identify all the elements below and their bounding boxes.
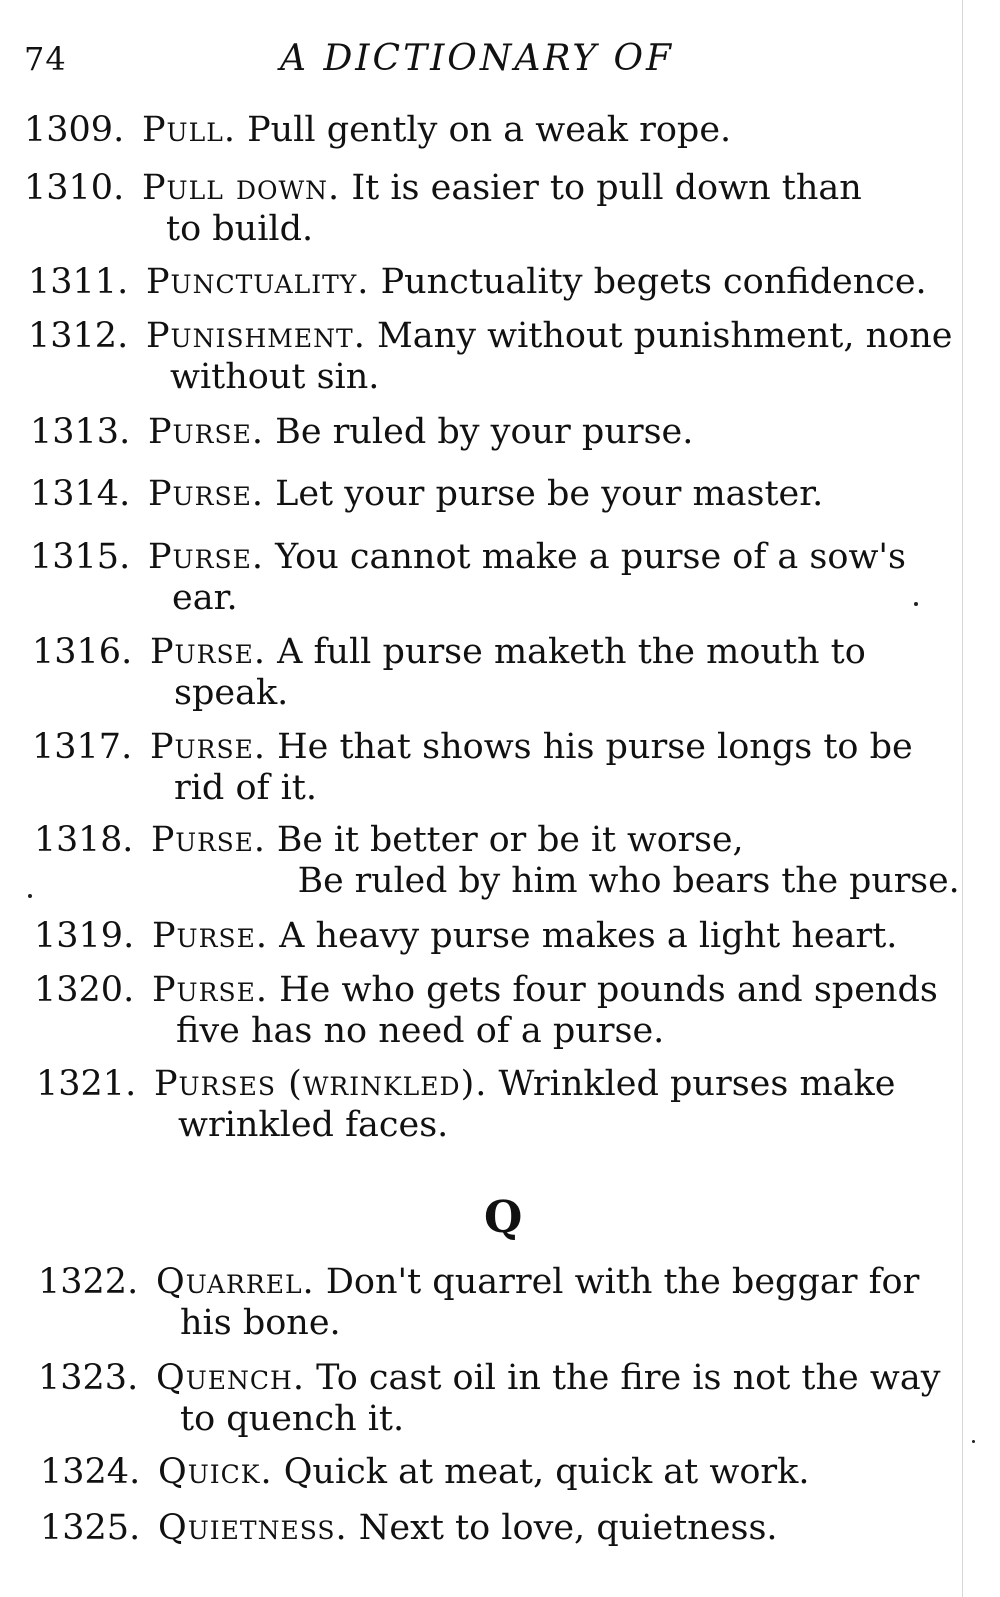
entry-continuation: Be ruled by him who bears the purse. bbox=[297, 861, 960, 901]
entry-number: 1322. bbox=[38, 1262, 139, 1302]
entry-keyword: Quick. bbox=[158, 1452, 273, 1492]
dictionary-entry bbox=[30, 474, 823, 515]
entry-keyword: Purse. bbox=[148, 537, 264, 577]
entry-continuation: five has no need of a purse. bbox=[176, 1011, 665, 1051]
dictionary-entry bbox=[32, 727, 913, 809]
dictionary-entry bbox=[34, 970, 938, 1052]
dictionary-entry bbox=[28, 316, 953, 398]
dictionary-entry bbox=[40, 1452, 809, 1493]
entry-continuation: his bone. bbox=[180, 1303, 341, 1343]
entry-keyword: Quarrel. bbox=[156, 1262, 315, 1302]
entry-keyword: Purses (wrinkled). bbox=[154, 1064, 488, 1104]
entry-text: He that shows his purse longs to be bbox=[277, 727, 913, 767]
dictionary-entry bbox=[28, 262, 927, 303]
entry-keyword: Punishment. bbox=[146, 316, 366, 356]
dictionary-entry bbox=[38, 1262, 919, 1344]
entry-number: 1324. bbox=[40, 1452, 141, 1492]
entry-text: Wrinkled purses make bbox=[498, 1064, 896, 1104]
page-edge-line bbox=[962, 0, 963, 1597]
section-heading-letter: Q bbox=[484, 1192, 523, 1243]
entry-continuation: ear. bbox=[172, 578, 238, 618]
entry-number: 1317. bbox=[32, 727, 133, 767]
entry-number: 1313. bbox=[30, 412, 131, 452]
entry-text: It is easier to pull down than bbox=[351, 168, 862, 208]
entry-number: 1315. bbox=[30, 537, 131, 577]
entry-text: Pull gently on a weak rope. bbox=[247, 110, 732, 150]
entry-number: 1310. bbox=[24, 168, 125, 208]
entry-text: To cast oil in the fire is not the way bbox=[316, 1358, 941, 1398]
entry-keyword: Quietness. bbox=[158, 1508, 348, 1548]
entry-number: 1314. bbox=[30, 474, 131, 514]
entry-continuation: rid of it. bbox=[174, 768, 317, 808]
entry-number: 1318. bbox=[34, 820, 134, 860]
entry-keyword: Purse. bbox=[150, 820, 266, 860]
entry-keyword: Purse. bbox=[150, 727, 266, 767]
print-speck bbox=[972, 1440, 975, 1443]
entry-text: Be ruled by your purse. bbox=[275, 412, 694, 452]
page-number: 74 bbox=[24, 40, 67, 78]
running-title: A DICTIONARY OF bbox=[280, 38, 675, 79]
entry-keyword: Pull. bbox=[142, 110, 236, 150]
dictionary-entry bbox=[38, 1358, 940, 1440]
entry-number: 1312. bbox=[28, 316, 129, 356]
entry-continuation: wrinkled faces. bbox=[178, 1105, 449, 1145]
entry-number: 1325. bbox=[40, 1508, 141, 1548]
entry-text: A heavy purse makes a light heart. bbox=[279, 916, 898, 956]
entry-continuation: speak. bbox=[174, 673, 289, 713]
entry-text: Next to love, quietness. bbox=[358, 1508, 778, 1548]
entry-number: 1311. bbox=[28, 262, 129, 302]
dictionary-entry bbox=[36, 1064, 895, 1146]
dictionary-entry bbox=[34, 916, 897, 957]
dictionary-entry bbox=[30, 537, 906, 619]
dictionary-entry bbox=[40, 1508, 778, 1549]
entry-keyword: Pull down. bbox=[142, 168, 341, 208]
entry-keyword: Quench. bbox=[156, 1358, 305, 1398]
print-speck bbox=[914, 602, 918, 606]
entry-text: A full purse maketh the mouth to bbox=[277, 632, 866, 672]
entry-keyword: Purse. bbox=[148, 474, 264, 514]
dictionary-entry bbox=[34, 820, 960, 902]
entry-number: 1323. bbox=[38, 1358, 139, 1398]
entry-keyword: Purse. bbox=[148, 412, 264, 452]
entry-keyword: Purse. bbox=[152, 916, 268, 956]
entry-continuation: to build. bbox=[166, 209, 314, 249]
entry-number: 1320. bbox=[34, 970, 135, 1010]
entry-number: 1309. bbox=[24, 110, 125, 150]
entry-text: Let your purse be your master. bbox=[275, 474, 824, 514]
dictionary-entry bbox=[24, 110, 731, 151]
entry-keyword: Purse. bbox=[152, 970, 268, 1010]
dictionary-entry bbox=[24, 168, 862, 250]
entry-number: 1319. bbox=[34, 916, 135, 956]
entry-text: He who gets four pounds and spends bbox=[279, 970, 938, 1010]
entry-text: Many without punishment, none bbox=[376, 316, 953, 356]
entry-continuation: to quench it. bbox=[180, 1399, 405, 1439]
entry-keyword: Purse. bbox=[150, 632, 266, 672]
entry-text: Quick at meat, quick at work. bbox=[283, 1452, 810, 1492]
entry-number: 1321. bbox=[36, 1064, 137, 1104]
entry-text: Punctuality begets confidence. bbox=[380, 262, 927, 302]
entry-keyword: Punctuality. bbox=[146, 262, 370, 302]
entry-text: You cannot make a purse of a sow's bbox=[275, 537, 906, 577]
dictionary-entry bbox=[30, 412, 693, 453]
entry-text: Don't quarrel with the beggar for bbox=[325, 1262, 920, 1302]
print-speck bbox=[28, 894, 32, 898]
entry-continuation: without sin. bbox=[170, 357, 380, 397]
entry-number: 1316. bbox=[32, 632, 133, 672]
entry-text: Be it better or be it worse, bbox=[276, 820, 744, 860]
dictionary-entry bbox=[32, 632, 866, 714]
